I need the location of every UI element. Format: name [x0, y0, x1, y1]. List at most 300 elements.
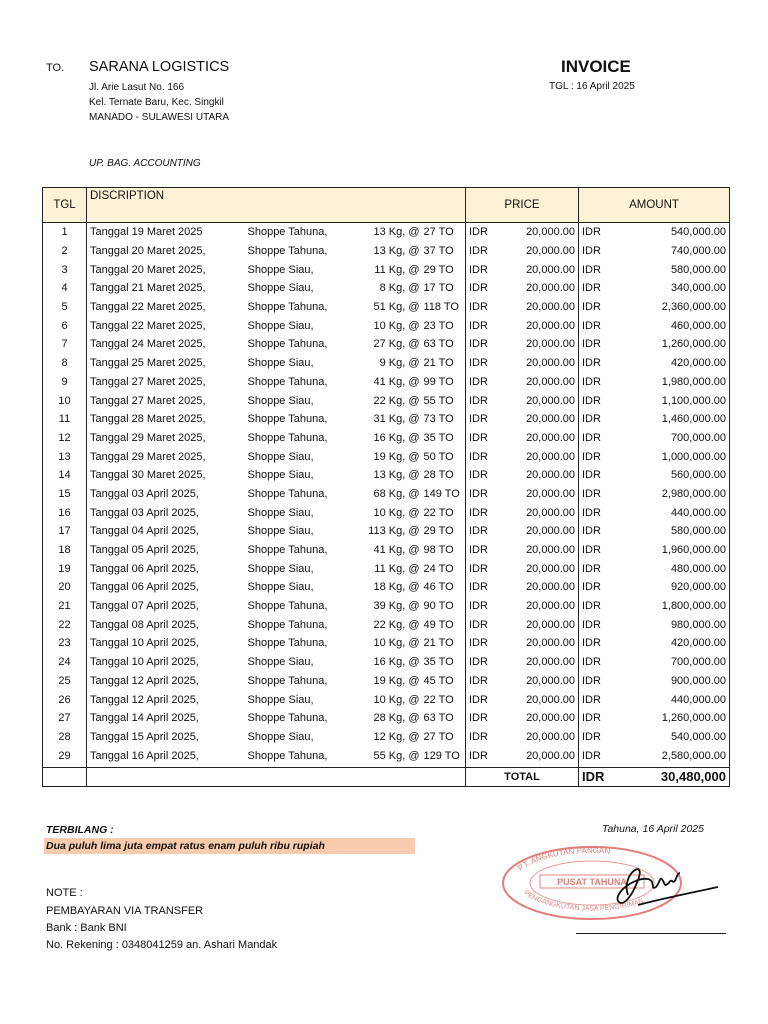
cell-cur1: IDR: [469, 487, 488, 500]
cell-amount: 700,000.00: [611, 653, 730, 672]
cell-cur2: IDR: [582, 375, 601, 388]
cell-price: 20,000.00: [498, 672, 579, 691]
cell-cur2: IDR: [582, 656, 601, 669]
cell-to: 29 TO: [422, 522, 466, 541]
cell-amount: 460,000.00: [611, 316, 730, 335]
cell-date: Tanggal 04 April 2025,: [90, 525, 199, 538]
table-row: [43, 242, 730, 261]
table-row: [43, 690, 730, 709]
cell-shop: Shoppe Tahuna,: [247, 618, 328, 631]
cell-no: 15: [43, 485, 87, 504]
cell-to: 22 TO: [422, 690, 466, 709]
cell-shop: Shoppe Tahuna,: [247, 600, 328, 613]
cell-cur1: IDR: [469, 263, 488, 276]
cell-price: 20,000.00: [498, 410, 579, 429]
cell-no: 5: [43, 298, 87, 317]
cell-amount: 1,460,000.00: [611, 410, 730, 429]
cell-price: 20,000.00: [498, 485, 579, 504]
cell-amount: 1,800,000.00: [611, 597, 730, 616]
total-currency: IDR: [579, 767, 611, 786]
signature-line: [576, 933, 726, 934]
cell-price: 20,000.00: [498, 746, 579, 767]
to-label: TO.: [46, 62, 65, 74]
table-row: [43, 634, 730, 653]
table-row: [43, 559, 730, 578]
cell-cur2: IDR: [582, 749, 601, 762]
cell-to: 46 TO: [422, 578, 466, 597]
table-row: [43, 746, 730, 767]
cell-to: 45 TO: [422, 672, 466, 691]
cell-no: 2: [43, 242, 87, 261]
cell-date: Tanggal 12 April 2025,: [90, 693, 199, 706]
note-bank: Bank : Bank BNI: [46, 922, 127, 934]
cell-cur1: IDR: [469, 413, 488, 426]
cell-kg: 10 Kg, @: [373, 319, 420, 332]
address-line-2: Kel. Ternate Baru, Kec. Singkil: [89, 97, 224, 108]
cell-kg: 28 Kg, @: [373, 712, 420, 725]
terbilang-label: TERBILANG :: [46, 824, 114, 836]
cell-price: 20,000.00: [498, 634, 579, 653]
cell-kg: 10 Kg, @: [373, 693, 420, 706]
total-empty-desc: [87, 767, 466, 786]
cell-shop: Shoppe Tahuna,: [247, 487, 328, 500]
cell-cur2: IDR: [582, 730, 601, 743]
total-label: TOTAL: [466, 767, 579, 786]
cell-kg: 13 Kg, @: [373, 469, 420, 482]
cell-kg: 19 Kg, @: [373, 450, 420, 463]
cell-amount: 440,000.00: [611, 690, 730, 709]
cell-price: 20,000.00: [498, 260, 579, 279]
cell-to: 23 TO: [422, 316, 466, 335]
cell-cur1: IDR: [469, 226, 488, 239]
cell-date: Tanggal 07 April 2025,: [90, 600, 199, 613]
table-row: [43, 316, 730, 335]
stamp-bottom-text: PENGANGKUTAN JASA PENGIRIMAN: [522, 889, 645, 913]
cell-cur2: IDR: [582, 319, 601, 332]
cell-no: 28: [43, 728, 87, 747]
cell-kg: 41 Kg, @: [373, 544, 420, 557]
cell-amount: 440,000.00: [611, 503, 730, 522]
cell-to: 129 TO: [422, 746, 466, 767]
cell-amount: 920,000.00: [611, 578, 730, 597]
cell-date: Tanggal 24 Maret 2025,: [90, 338, 206, 351]
invoice-title: INVOICE: [561, 57, 631, 76]
cell-cur1: IDR: [469, 245, 488, 258]
amount-in-words: Dua puluh lima juta empat ratus enam puluh ribu rupiah: [44, 838, 415, 854]
cell-cur1: IDR: [469, 600, 488, 613]
cell-shop: Shoppe Tahuna,: [247, 338, 328, 351]
cell-shop: Shoppe Siau,: [247, 282, 314, 295]
table-row: [43, 728, 730, 747]
cell-to: 50 TO: [422, 447, 466, 466]
company-stamp: [500, 843, 725, 923]
table-row: [43, 298, 730, 317]
cell-to: 73 TO: [422, 410, 466, 429]
cell-kg: 8 Kg, @: [379, 282, 420, 295]
cell-price: 20,000.00: [498, 335, 579, 354]
cell-cur2: IDR: [582, 450, 601, 463]
cell-shop: Shoppe Siau,: [247, 469, 314, 482]
cell-to: 29 TO: [422, 260, 466, 279]
cell-date: Tanggal 03 April 2025,: [90, 506, 199, 519]
attention-line: UP. BAG. ACCOUNTING: [89, 158, 201, 169]
cell-no: 9: [43, 373, 87, 392]
cell-amount: 580,000.00: [611, 260, 730, 279]
cell-date: Tanggal 20 Maret 2025,: [90, 263, 206, 276]
cell-date: Tanggal 27 Maret 2025,: [90, 375, 206, 388]
table-row: [43, 485, 730, 504]
cell-cur2: IDR: [582, 525, 601, 538]
table-row: [43, 522, 730, 541]
cell-cur2: IDR: [582, 487, 601, 500]
cell-no: 17: [43, 522, 87, 541]
note-account: No. Rekening : 0348041259 an. Ashari Mandak: [46, 939, 278, 951]
svg-text:PT. ANGKUTAN PANGAN: [516, 846, 611, 873]
cell-to: 37 TO: [422, 242, 466, 261]
cell-cur2: IDR: [582, 245, 601, 258]
cell-kg: 18 Kg, @: [373, 581, 420, 594]
cell-to: 63 TO: [422, 709, 466, 728]
cell-to: 27 TO: [422, 223, 466, 242]
cell-price: 20,000.00: [498, 559, 579, 578]
cell-date: Tanggal 25 Maret 2025,: [90, 357, 206, 370]
cell-to: 49 TO: [422, 615, 466, 634]
cell-cur1: IDR: [469, 301, 488, 314]
table-row: [43, 260, 730, 279]
col-header-price: PRICE: [466, 188, 579, 223]
cell-amount: 740,000.00: [611, 242, 730, 261]
table-row: [43, 223, 730, 242]
cell-cur1: IDR: [469, 282, 488, 295]
cell-shop: Shoppe Siau,: [247, 656, 314, 669]
cell-amount: 1,000,000.00: [611, 447, 730, 466]
cell-date: Tanggal 22 Maret 2025,: [90, 301, 206, 314]
cell-price: 20,000.00: [498, 653, 579, 672]
invoice-table: [42, 187, 730, 787]
cell-to: 21 TO: [422, 634, 466, 653]
cell-shop: Shoppe Siau,: [247, 450, 314, 463]
cell-kg: 11 Kg, @: [374, 562, 420, 575]
cell-price: 20,000.00: [498, 728, 579, 747]
cell-date: Tanggal 29 Maret 2025,: [90, 431, 206, 444]
cell-shop: Shoppe Tahuna,: [247, 637, 328, 650]
cell-date: Tanggal 15 April 2025,: [90, 730, 199, 743]
cell-no: 26: [43, 690, 87, 709]
cell-cur2: IDR: [582, 600, 601, 613]
table-row: [43, 429, 730, 448]
cell-no: 27: [43, 709, 87, 728]
cell-kg: 22 Kg, @: [373, 618, 420, 631]
cell-amount: 1,980,000.00: [611, 373, 730, 392]
cell-amount: 2,580,000.00: [611, 746, 730, 767]
cell-price: 20,000.00: [498, 522, 579, 541]
cell-amount: 340,000.00: [611, 279, 730, 298]
cell-kg: 55 Kg, @: [373, 749, 420, 762]
cell-kg: 12 Kg, @: [373, 730, 420, 743]
cell-shop: Shoppe Tahuna,: [247, 245, 328, 258]
cell-cur1: IDR: [469, 394, 488, 407]
cell-cur2: IDR: [582, 263, 601, 276]
cell-shop: Shoppe Tahuna,: [247, 226, 328, 239]
cell-no: 22: [43, 615, 87, 634]
cell-shop: Shoppe Siau,: [247, 562, 314, 575]
cell-kg: 9 Kg, @: [379, 357, 420, 370]
cell-amount: 1,960,000.00: [611, 541, 730, 560]
cell-cur1: IDR: [469, 693, 488, 706]
cell-shop: Shoppe Tahuna,: [247, 413, 328, 426]
cell-price: 20,000.00: [498, 690, 579, 709]
cell-cur1: IDR: [469, 338, 488, 351]
cell-cur1: IDR: [469, 581, 488, 594]
cell-price: 20,000.00: [498, 316, 579, 335]
table-row: [43, 354, 730, 373]
cell-amount: 2,980,000.00: [611, 485, 730, 504]
table-row: [43, 541, 730, 560]
cell-price: 20,000.00: [498, 279, 579, 298]
table-row: [43, 335, 730, 354]
cell-amount: 560,000.00: [611, 466, 730, 485]
cell-kg: 13 Kg, @: [373, 245, 420, 258]
cell-price: 20,000.00: [498, 447, 579, 466]
cell-cur2: IDR: [582, 544, 601, 557]
cell-price: 20,000.00: [498, 541, 579, 560]
cell-cur2: IDR: [582, 357, 601, 370]
cell-no: 1: [43, 223, 87, 242]
cell-to: 27 TO: [422, 728, 466, 747]
cell-no: 12: [43, 429, 87, 448]
cell-cur1: IDR: [469, 618, 488, 631]
cell-cur2: IDR: [582, 674, 601, 687]
cell-cur2: IDR: [582, 431, 601, 444]
cell-to: 21 TO: [422, 354, 466, 373]
table-row: [43, 503, 730, 522]
cell-price: 20,000.00: [498, 242, 579, 261]
cell-shop: Shoppe Tahuna,: [247, 301, 328, 314]
cell-cur2: IDR: [582, 301, 601, 314]
cell-cur2: IDR: [582, 226, 601, 239]
cell-cur2: IDR: [582, 693, 601, 706]
cell-kg: 41 Kg, @: [373, 375, 420, 388]
cell-kg: 10 Kg, @: [373, 637, 420, 650]
cell-to: 99 TO: [422, 373, 466, 392]
cell-shop: Shoppe Tahuna,: [247, 712, 328, 725]
cell-amount: 420,000.00: [611, 354, 730, 373]
cell-cur2: IDR: [582, 338, 601, 351]
cell-date: Tanggal 28 Maret 2025,: [90, 413, 206, 426]
cell-kg: 22 Kg, @: [373, 394, 420, 407]
table-header-row: [43, 188, 730, 223]
cell-date: Tanggal 21 Maret 2025,: [90, 282, 206, 295]
cell-date: Tanggal 10 April 2025,: [90, 637, 199, 650]
table-row: [43, 615, 730, 634]
cell-cur1: IDR: [469, 674, 488, 687]
cell-shop: Shoppe Tahuna,: [247, 431, 328, 444]
total-value: 30,480,000: [611, 767, 730, 786]
cell-price: 20,000.00: [498, 578, 579, 597]
cell-price: 20,000.00: [498, 597, 579, 616]
cell-date: Tanggal 19 Maret 2025: [90, 226, 203, 239]
table-row: [43, 373, 730, 392]
cell-cur2: IDR: [582, 394, 601, 407]
cell-date: Tanggal 30 Maret 2025,: [90, 469, 206, 482]
cell-shop: Shoppe Siau,: [247, 581, 314, 594]
table-row: [43, 279, 730, 298]
cell-shop: Shoppe Tahuna,: [247, 544, 328, 557]
cell-amount: 1,100,000.00: [611, 391, 730, 410]
cell-to: 63 TO: [422, 335, 466, 354]
table-row: [43, 466, 730, 485]
cell-amount: 700,000.00: [611, 429, 730, 448]
table-row: [43, 410, 730, 429]
cell-price: 20,000.00: [498, 466, 579, 485]
cell-no: 14: [43, 466, 87, 485]
cell-no: 6: [43, 316, 87, 335]
cell-price: 20,000.00: [498, 373, 579, 392]
cell-price: 20,000.00: [498, 298, 579, 317]
cell-price: 20,000.00: [498, 223, 579, 242]
cell-date: Tanggal 16 April 2025,: [90, 749, 199, 762]
cell-price: 20,000.00: [498, 615, 579, 634]
cell-date: Tanggal 05 April 2025,: [90, 544, 199, 557]
cell-no: 8: [43, 354, 87, 373]
cell-kg: 51 Kg, @: [373, 301, 420, 314]
cell-cur1: IDR: [469, 637, 488, 650]
cell-amount: 540,000.00: [611, 728, 730, 747]
cell-price: 20,000.00: [498, 503, 579, 522]
cell-no: 3: [43, 260, 87, 279]
cell-to: 35 TO: [422, 653, 466, 672]
cell-price: 20,000.00: [498, 391, 579, 410]
total-empty-no: [43, 767, 87, 786]
stamp-top-text: PT. ANGKUTAN PANGAN: [516, 845, 611, 873]
cell-date: Tanggal 06 April 2025,: [90, 581, 199, 594]
cell-price: 20,000.00: [498, 429, 579, 448]
cell-cur1: IDR: [469, 319, 488, 332]
invoice-date: TGL : 16 April 2025: [549, 81, 635, 92]
cell-cur2: IDR: [582, 469, 601, 482]
cell-shop: Shoppe Siau,: [247, 730, 314, 743]
cell-cur1: IDR: [469, 749, 488, 762]
cell-amount: 480,000.00: [611, 559, 730, 578]
cell-no: 7: [43, 335, 87, 354]
cell-cur2: IDR: [582, 712, 601, 725]
note-label: NOTE :: [46, 887, 83, 899]
cell-cur1: IDR: [469, 544, 488, 557]
place-date: Tahuna, 16 April 2025: [602, 823, 704, 835]
table-row: [43, 447, 730, 466]
cell-shop: Shoppe Siau,: [247, 357, 314, 370]
cell-cur2: IDR: [582, 637, 601, 650]
col-header-amount: AMOUNT: [579, 188, 730, 223]
cell-shop: Shoppe Tahuna,: [247, 674, 328, 687]
cell-to: 35 TO: [422, 429, 466, 448]
stamp-center-text: PUSAT TAHUNA: [557, 877, 627, 887]
cell-kg: 68 Kg, @: [373, 487, 420, 500]
table-row: [43, 653, 730, 672]
total-row: [43, 767, 730, 786]
cell-shop: Shoppe Siau,: [247, 525, 314, 538]
cell-shop: Shoppe Siau,: [247, 394, 314, 407]
cell-amount: 540,000.00: [611, 223, 730, 242]
cell-no: 11: [43, 410, 87, 429]
company-name: SARANA LOGISTICS: [89, 59, 230, 75]
cell-shop: Shoppe Tahuna,: [247, 749, 328, 762]
cell-no: 18: [43, 541, 87, 560]
cell-kg: 10 Kg, @: [373, 506, 420, 519]
cell-to: 24 TO: [422, 559, 466, 578]
cell-no: 16: [43, 503, 87, 522]
note-payment-method: PEMBAYARAN VIA TRANSFER: [46, 905, 204, 917]
cell-kg: 31 Kg, @: [373, 413, 420, 426]
cell-no: 4: [43, 279, 87, 298]
cell-no: 21: [43, 597, 87, 616]
cell-cur2: IDR: [582, 618, 601, 631]
cell-to: 98 TO: [422, 541, 466, 560]
cell-date: Tanggal 22 Maret 2025,: [90, 319, 206, 332]
cell-price: 20,000.00: [498, 354, 579, 373]
col-header-description: DISCRIPTION: [87, 188, 466, 223]
cell-date: Tanggal 27 Maret 2025,: [90, 394, 206, 407]
cell-cur2: IDR: [582, 413, 601, 426]
cell-cur1: IDR: [469, 431, 488, 444]
cell-date: Tanggal 12 April 2025,: [90, 674, 199, 687]
cell-kg: 16 Kg, @: [373, 431, 420, 444]
cell-no: 24: [43, 653, 87, 672]
cell-to: 90 TO: [422, 597, 466, 616]
cell-date: Tanggal 03 April 2025,: [90, 487, 199, 500]
cell-no: 20: [43, 578, 87, 597]
cell-kg: 13 Kg, @: [373, 226, 420, 239]
cell-no: 19: [43, 559, 87, 578]
table-row: [43, 597, 730, 616]
cell-kg: 11 Kg, @: [374, 263, 420, 276]
cell-kg: 39 Kg, @: [373, 600, 420, 613]
cell-kg: 27 Kg, @: [373, 338, 420, 351]
cell-cur1: IDR: [469, 357, 488, 370]
address-line-3: MANADO - SULAWESI UTARA: [89, 112, 230, 123]
cell-no: 29: [43, 746, 87, 767]
cell-amount: 1,260,000.00: [611, 709, 730, 728]
cell-kg: 16 Kg, @: [373, 656, 420, 669]
cell-cur1: IDR: [469, 730, 488, 743]
cell-date: Tanggal 14 April 2025,: [90, 712, 199, 725]
cell-cur1: IDR: [469, 525, 488, 538]
table-row: [43, 391, 730, 410]
cell-kg: 19 Kg, @: [373, 674, 420, 687]
cell-shop: Shoppe Siau,: [247, 693, 314, 706]
col-header-tgl: TGL: [43, 188, 87, 223]
cell-date: Tanggal 08 April 2025,: [90, 618, 199, 631]
cell-cur2: IDR: [582, 562, 601, 575]
cell-amount: 580,000.00: [611, 522, 730, 541]
cell-amount: 900,000.00: [611, 672, 730, 691]
table-row: [43, 672, 730, 691]
cell-to: 17 TO: [422, 279, 466, 298]
cell-amount: 1,260,000.00: [611, 335, 730, 354]
cell-cur2: IDR: [582, 282, 601, 295]
cell-to: 55 TO: [422, 391, 466, 410]
cell-cur1: IDR: [469, 506, 488, 519]
cell-amount: 980,000.00: [611, 615, 730, 634]
cell-cur1: IDR: [469, 450, 488, 463]
cell-shop: Shoppe Siau,: [247, 263, 314, 276]
cell-no: 25: [43, 672, 87, 691]
table-row: [43, 709, 730, 728]
cell-amount: 2,360,000.00: [611, 298, 730, 317]
cell-kg: 113 Kg, @: [368, 525, 420, 538]
cell-cur1: IDR: [469, 656, 488, 669]
cell-to: 118 TO: [422, 298, 466, 317]
